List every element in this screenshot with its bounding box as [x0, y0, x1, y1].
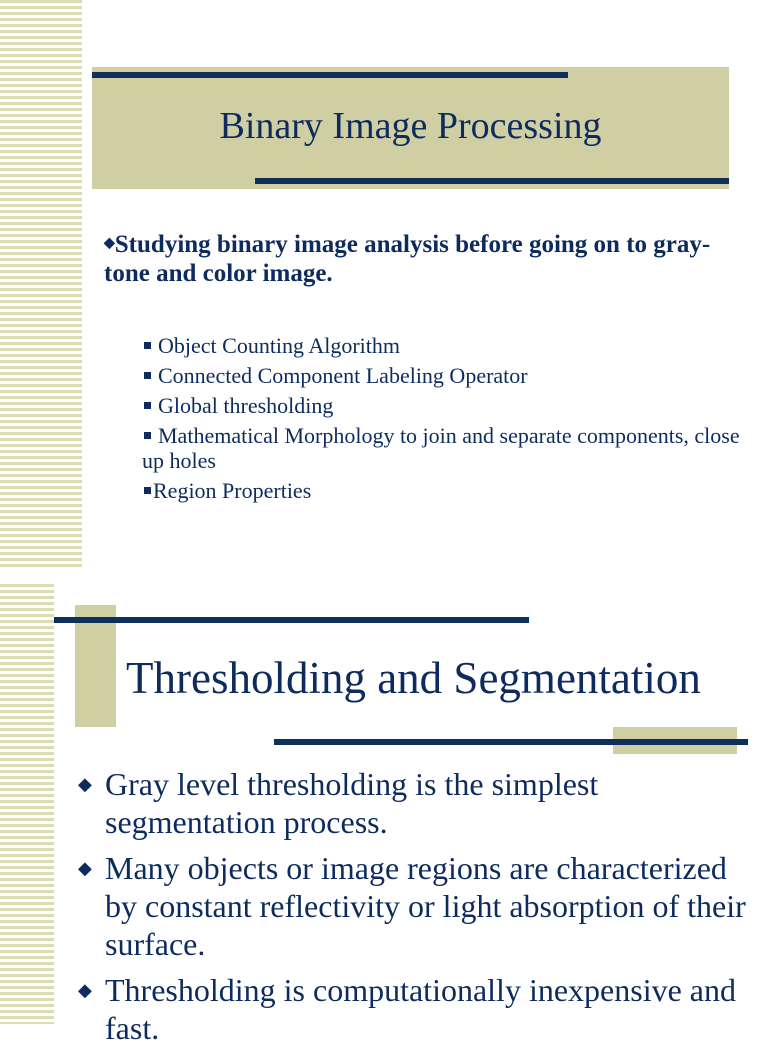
list-item: ◆ Many objects or image regions are characterized by constant reflectivity or light absorption of their surface.	[78, 850, 746, 962]
decorative-stripes-top	[0, 0, 82, 568]
decorative-stripes-bottom	[0, 584, 54, 1024]
slide-2-accent-vertical-box	[75, 605, 116, 727]
list-item: Global thresholding	[142, 393, 742, 418]
slide-1-lead-bullet	[104, 229, 744, 288]
square-bullet-icon	[144, 487, 151, 494]
slide-2-title: Thresholding and Segmentation	[126, 653, 701, 703]
slide-1-sub-list	[142, 333, 742, 508]
list-item: ◆ Gray level thresholding is the simplest segmentation process.	[78, 766, 599, 840]
list-item: ◆ Thresholding is computationally inexpensive and fast.	[78, 972, 736, 1046]
square-bullet-icon	[144, 432, 151, 439]
diamond-bullet-icon: ◆	[78, 980, 92, 1000]
slide-1-top-bar	[92, 72, 568, 78]
slide-1-title: Binary Image Processing	[219, 105, 602, 147]
diamond-bullet-icon: ◆	[104, 236, 115, 251]
slide-1-bottom-bar	[255, 178, 729, 184]
square-bullet-icon	[144, 372, 151, 379]
diamond-bullet-icon: ◆	[78, 858, 92, 878]
slide-1-lead-text: Studying binary image analysis before going on to gray-tone and color image.	[104, 231, 711, 287]
square-bullet-icon	[144, 402, 151, 409]
list-item: Connected Component Labeling Operator	[142, 363, 742, 388]
slide-2-bottom-bar	[274, 739, 748, 745]
square-bullet-icon	[144, 342, 151, 349]
list-item: Region Properties	[142, 478, 742, 503]
slide-2-bullet-list	[78, 765, 758, 1055]
diamond-bullet-icon: ◆	[78, 774, 92, 794]
list-item: Object Counting Algorithm	[142, 333, 742, 358]
list-item: Mathematical Morphology to join and separate components, close up holes	[142, 423, 740, 473]
slide-2-top-bar	[54, 617, 529, 623]
